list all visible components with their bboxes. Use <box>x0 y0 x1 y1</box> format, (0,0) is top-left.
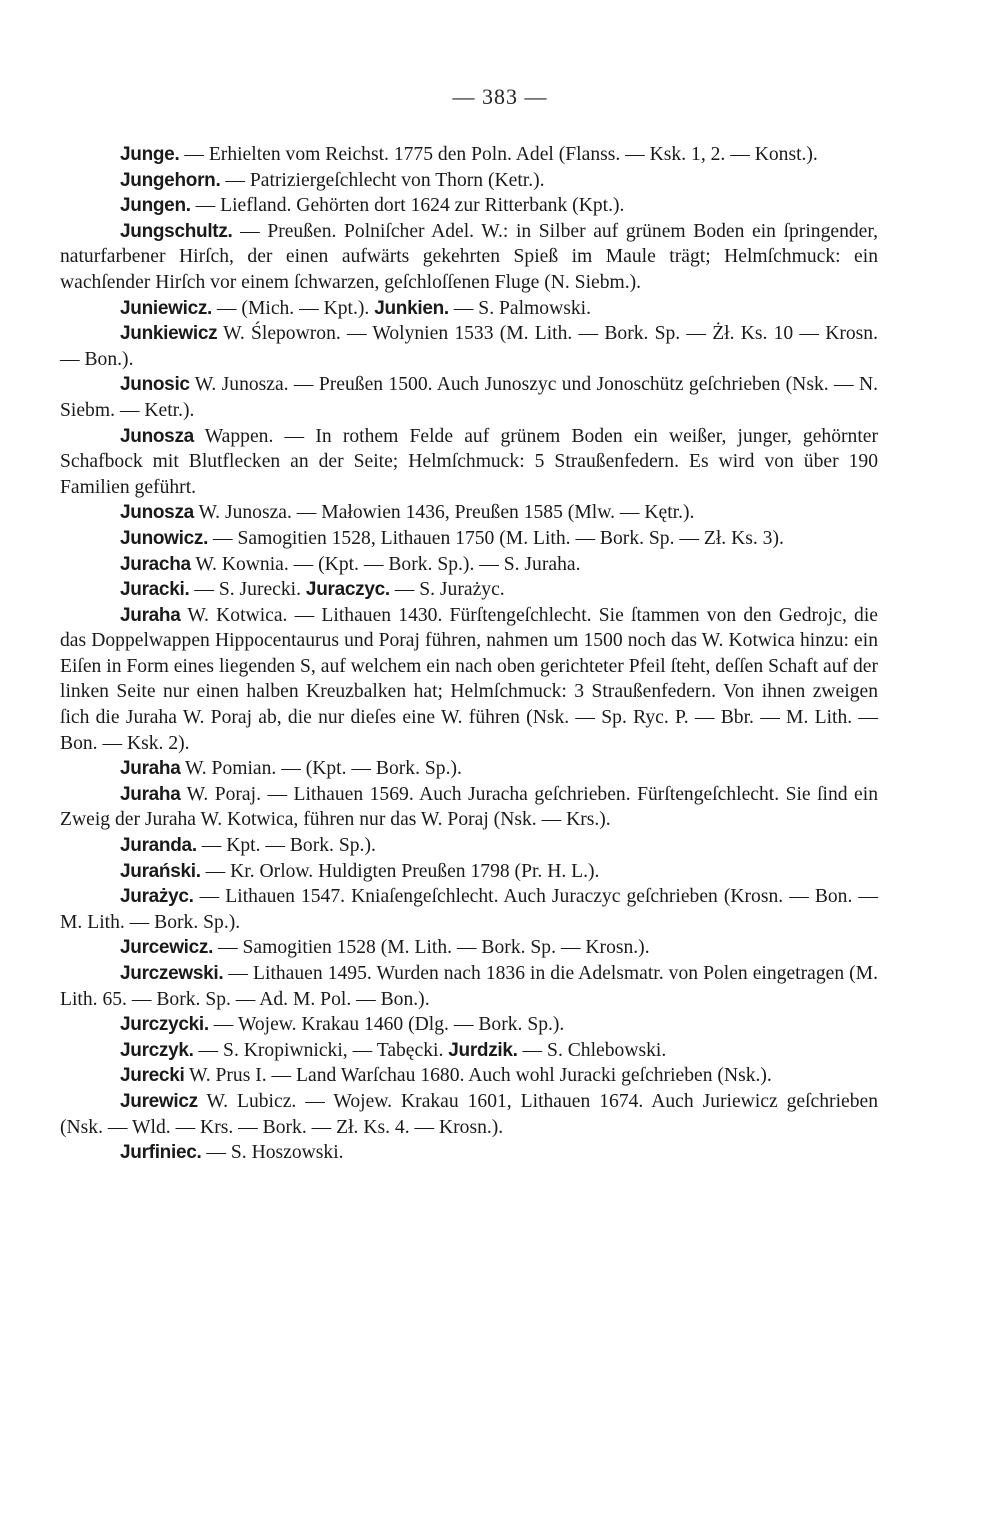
entry-text: — Lithauen 1495. Wurden nach 1836 in die Adelsmatr. von Polen eingetragen (M. Lith. 65. — Bork. Sp. — Ad. M. Pol. — Bon.). <box>60 963 878 1010</box>
entry <box>60 1089 878 1140</box>
entry-headword: Juranda. <box>120 835 197 857</box>
entry-text-secondary: — S. Palmowski. <box>448 297 591 319</box>
entry-text: Wappen. — In rothem Felde auf grünem Boden ein weißer, junger, gehörnter Schafbock mit Blutflecken an der Seite; Helmſchmuck: 5 Straußenfedern. Es wird von über 190 Familien geführt. <box>60 425 878 498</box>
entry-text: W. Junosza. — Preußen 1500. Auch Junoszyc und Jonoschütz geſchrieben (Nsk. — N. Siebm. — Ketr.). <box>60 374 878 421</box>
entry-text: W. Kotwica. — Lithauen 1430. Fürſtengeſchlecht. Sie ſtammen von den Gedrojc, die das Doppelwappen Hippocentaurus und Poraj führen, nahmen um 1500 noch das W. Kotwica hinzu: ein Eiſen in Form eines liegenden S, auf welchem ein nach oben gerichteter Pfeil ſteht, deſſen Schaft auf der linken Seite nur einen halben Kreuzbalken hat; Helmſchmuck: 3 Straußenfedern. Von ihnen zweigen ſich die Juraha W. Poraj ab, die nur dieſes eine W. führen (Nsk. — Sp. Ryc. P. — Bbr. — M. Lith. — Bon. — Ksk. 2). <box>60 604 878 754</box>
entry-headword: Jurecki <box>120 1065 185 1087</box>
entry-text: W. Pomian. — (Kpt. — Bork. Sp.). <box>180 758 462 780</box>
entry <box>60 526 878 552</box>
entry-text-secondary: — S. Jurażyc. <box>389 579 505 601</box>
entry <box>60 168 878 194</box>
entry-text: — Preußen. Polniſcher Adel. W.: in Silber auf grünem Boden ein ſpringender, naturfarbener Hirſch, der einen aufwärts gekehrten Spieß im Maule trägt; Helmſchmuck: ein wachſender Hirſch vor einem ſchwarzen, geſchloſſenen Fluge (N. Siebm.). <box>60 220 878 293</box>
entry-headword: Jurewicz <box>120 1090 198 1112</box>
entry-headword: Junosza <box>120 425 194 447</box>
entry-headword: Jurcewicz. <box>120 937 214 959</box>
entry-headword: Jurfiniec. <box>120 1142 202 1164</box>
entry <box>60 884 878 935</box>
entry-headword: Jungschultz. <box>120 220 233 242</box>
entry <box>60 500 878 526</box>
entry-text-secondary: — S. Chlebowski. <box>517 1039 667 1061</box>
entry-text: — Erhielten vom Reichst. 1775 den Poln. Adel (Flanss. — Ksk. 1, 2. — Konst.). <box>179 144 818 165</box>
entry-text: — Samogitien 1528, Lithauen 1750 (M. Lith. — Bork. Sp. — Zł. Ks. 3). <box>208 527 784 549</box>
entry-headword: Junge. <box>120 144 180 165</box>
entry-text: — Kr. Orlow. Huldigten Preußen 1798 (Pr. H. L.). <box>200 860 600 882</box>
entry-text: W. Ślepowron. — Wolynien 1533 (M. Lith. — Bork. Sp. — Żł. Ks. 10 — Krosn. — Bon.). <box>60 323 878 370</box>
entry <box>60 961 878 1012</box>
entry-list <box>60 142 878 1166</box>
entry <box>60 1038 878 1064</box>
entry <box>60 603 878 757</box>
entry-text: — (Mich. — Kpt.). <box>212 297 370 319</box>
entry-text: — Kpt. — Bork. Sp.). <box>196 835 376 857</box>
entry-headword: Jurażyc. <box>120 886 194 908</box>
entry <box>60 372 878 423</box>
entry-headword: Junosic <box>120 374 190 396</box>
entry-text: — Patriziergeſchlecht von Thorn (Ketr.). <box>220 169 545 191</box>
entry <box>60 833 878 859</box>
entry <box>60 859 878 885</box>
entry-headword: Juraha <box>120 783 181 805</box>
entry-text: W. Kownia. — (Kpt. — Bork. Sp.). — S. Juraha. <box>190 553 581 575</box>
entry <box>60 424 878 501</box>
entry-headword: Jurański. <box>120 860 201 882</box>
entry-headword: Juraha <box>120 758 181 780</box>
entry-text: — S. Kropiwnicki, — Tabęcki. <box>193 1039 444 1061</box>
entry <box>60 1140 878 1166</box>
entry <box>60 296 878 322</box>
entry-headword: Junosza <box>120 502 194 524</box>
entry <box>60 577 878 603</box>
entry-text: W. Prus I. — Land Warſchau 1680. Auch wohl Juracki geſchrieben (Nsk.). <box>184 1065 772 1087</box>
entry-headword: Junowicz. <box>120 527 209 549</box>
entry-headword-secondary: Junkien. <box>374 297 449 319</box>
entry-headword-secondary: Jurdzik. <box>448 1039 518 1061</box>
entry <box>60 1012 878 1038</box>
entry-headword: Juraha <box>120 604 181 626</box>
entry <box>60 756 878 782</box>
entry-headword: Juniewicz. <box>120 297 213 319</box>
entry-text: — S. Hoszowski. <box>201 1142 344 1164</box>
entry-text: — Wojew. Krakau 1460 (Dlg. — Bork. Sp.). <box>208 1014 565 1036</box>
entry-headword: Jungen. <box>120 195 191 217</box>
entry <box>60 142 878 168</box>
entry <box>60 935 878 961</box>
entry <box>60 219 878 296</box>
entry-headword: Jurczyk. <box>120 1039 194 1061</box>
entry-headword: Jungehorn. <box>120 169 221 191</box>
entry-text: W. Poraj. — Lithauen 1569. Auch Juracha geſchrieben. Fürſtengeſchlecht. Sie ſind ein Zweig der Juraha W. Kotwica, führen nur das W. Poraj (Nsk. — Krs.). <box>60 783 878 831</box>
entry-text: — Samogitien 1528 (M. Lith. — Bork. Sp. — Krosn.). <box>213 937 650 959</box>
entry <box>60 1063 878 1089</box>
entry-headword: Juracki. <box>120 579 190 601</box>
entry-text: W. Lubicz. — Wojew. Krakau 1601, Lithauen 1674. Auch Juriewicz geſchrieben (Nsk. — Wld. — Krs. — Bork. — Zł. Ks. 4. — Krosn.). <box>60 1090 878 1138</box>
entry-text: — S. Jurecki. <box>189 579 302 601</box>
entry <box>60 321 878 372</box>
page-number: — 383 — <box>452 84 548 109</box>
entry-headword: Juracha <box>120 553 191 575</box>
entry <box>60 193 878 219</box>
entry-text: — Lithauen 1547. Kniaſengeſchlecht. Auch Juraczyc geſchrieben (Krosn. — Bon. — M. Lith. — Bork. Sp.). <box>60 886 878 933</box>
entry-headword: Jurczycki. <box>120 1014 209 1036</box>
entry-headword: Junkiewicz <box>120 323 218 345</box>
entry-text: — Liefland. Gehörten dort 1624 zur Ritterbank (Kpt.). <box>190 195 625 217</box>
entry-text: W. Junosza. — Małowien 1436, Preußen 1585 (Mlw. — Kętr.). <box>193 502 695 524</box>
entry <box>60 552 878 578</box>
entry-headword-secondary: Juraczyc. <box>305 579 390 601</box>
entry <box>60 782 878 833</box>
entry-headword: Jurczewski. <box>120 963 224 984</box>
